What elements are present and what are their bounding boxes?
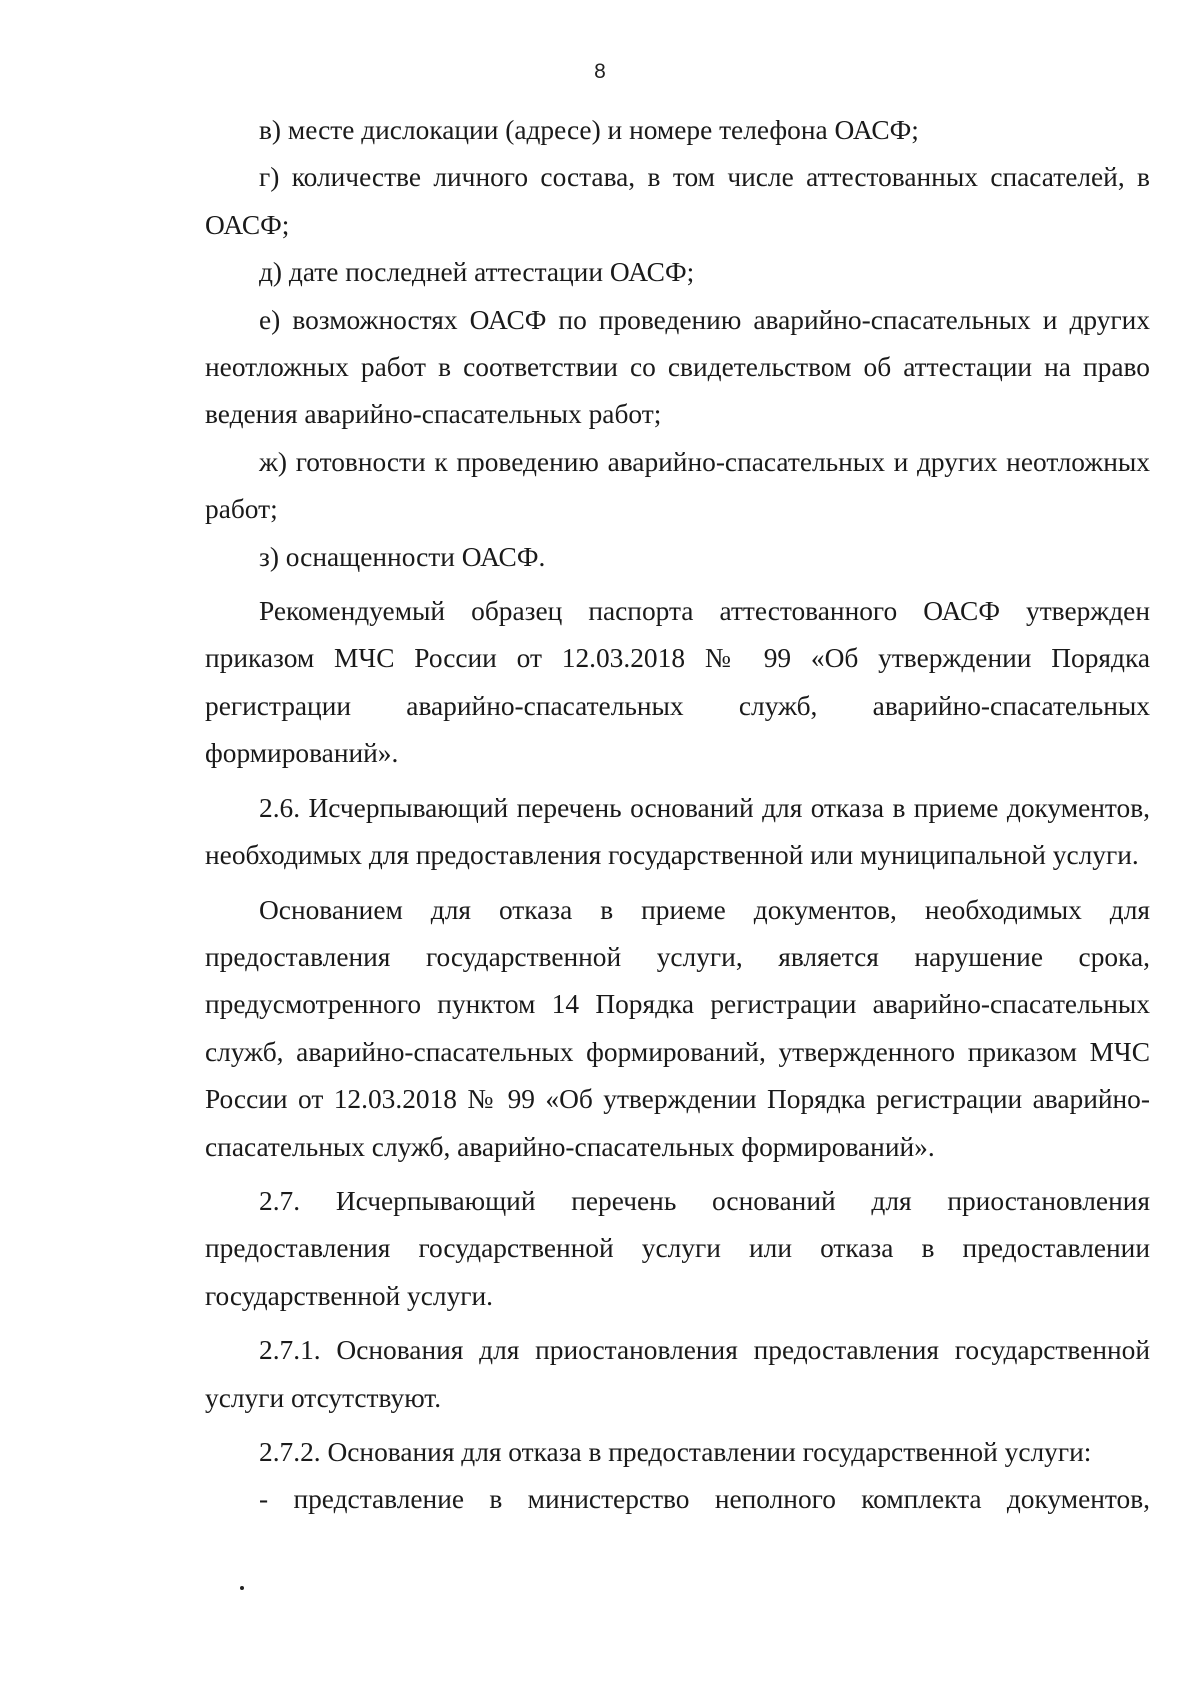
section-2-7-heading: 2.7. Исчерпывающий перечень оснований для приостановления предоставления государственной услуги или отказа в предоставлении государственной услуги. (205, 1185, 1150, 1311)
paragraph-personnel: г) количестве личного состава, в том числе аттестованных спасателей, в ОАСФ; (205, 162, 1150, 240)
document-body (205, 107, 1150, 1524)
paragraph-capabilities: е) возможностях ОАСФ по проведению аварийно-спасательных и других неотложных работ в соответствии со свидетельством об аттестации на право ведения аварийно-спасательных работ; (205, 304, 1150, 430)
page-number: 8 (594, 60, 606, 83)
paragraph-attestation-date: д) дате последней аттестации ОАСФ; (259, 257, 695, 288)
paragraph-readiness: ж) готовности к проведению аварийно-спасательных и других неотложных работ; (205, 446, 1150, 525)
paragraph-refusal-grounds: Основанием для отказа в приеме документов, необходимых для предоставления государственной услуги, является нарушение срока, предусмотренного пунктом 14 Порядка регистрации аварийно-спасательных служб, аварийно-спасательных формирований, утвержденного приказом МЧС России от 12.03.2018 № 99 «Об утверждении Порядка регистрации аварийно-спасательных служб, аварийно-спасательных формирований». (205, 894, 1150, 1162)
section-2-7-2: 2.7.2. Основания для отказа в предоставлении государственной услуги: (259, 1436, 1092, 1467)
paragraph-passport-sample: Рекомендуемый образец паспорта аттестованного ОАСФ утвержден приказом МЧС России от 12.03.2018 № 99 «Об утверждении Порядка регистрации аварийно-спасательных служб, аварийно-спасательных формирований». (205, 596, 1150, 769)
paragraph-location: в) месте дислокации (адресе) и номере телефона ОАСФ; (259, 115, 919, 145)
list-item-incomplete-documents: - представление в министерство неполного комплекта документов, (259, 1484, 1150, 1515)
section-2-6-heading: 2.6. Исчерпывающий перечень оснований для отказа в приеме документов, необходимых для предоставления государственной или муниципальной услуги. (205, 792, 1150, 871)
scan-speck (240, 1586, 244, 1590)
paragraph-equipment: з) оснащенности ОАСФ. (259, 541, 546, 572)
section-2-7-1: 2.7.1. Основания для приостановления предоставления государственной услуги отсутствуют. (205, 1335, 1150, 1413)
